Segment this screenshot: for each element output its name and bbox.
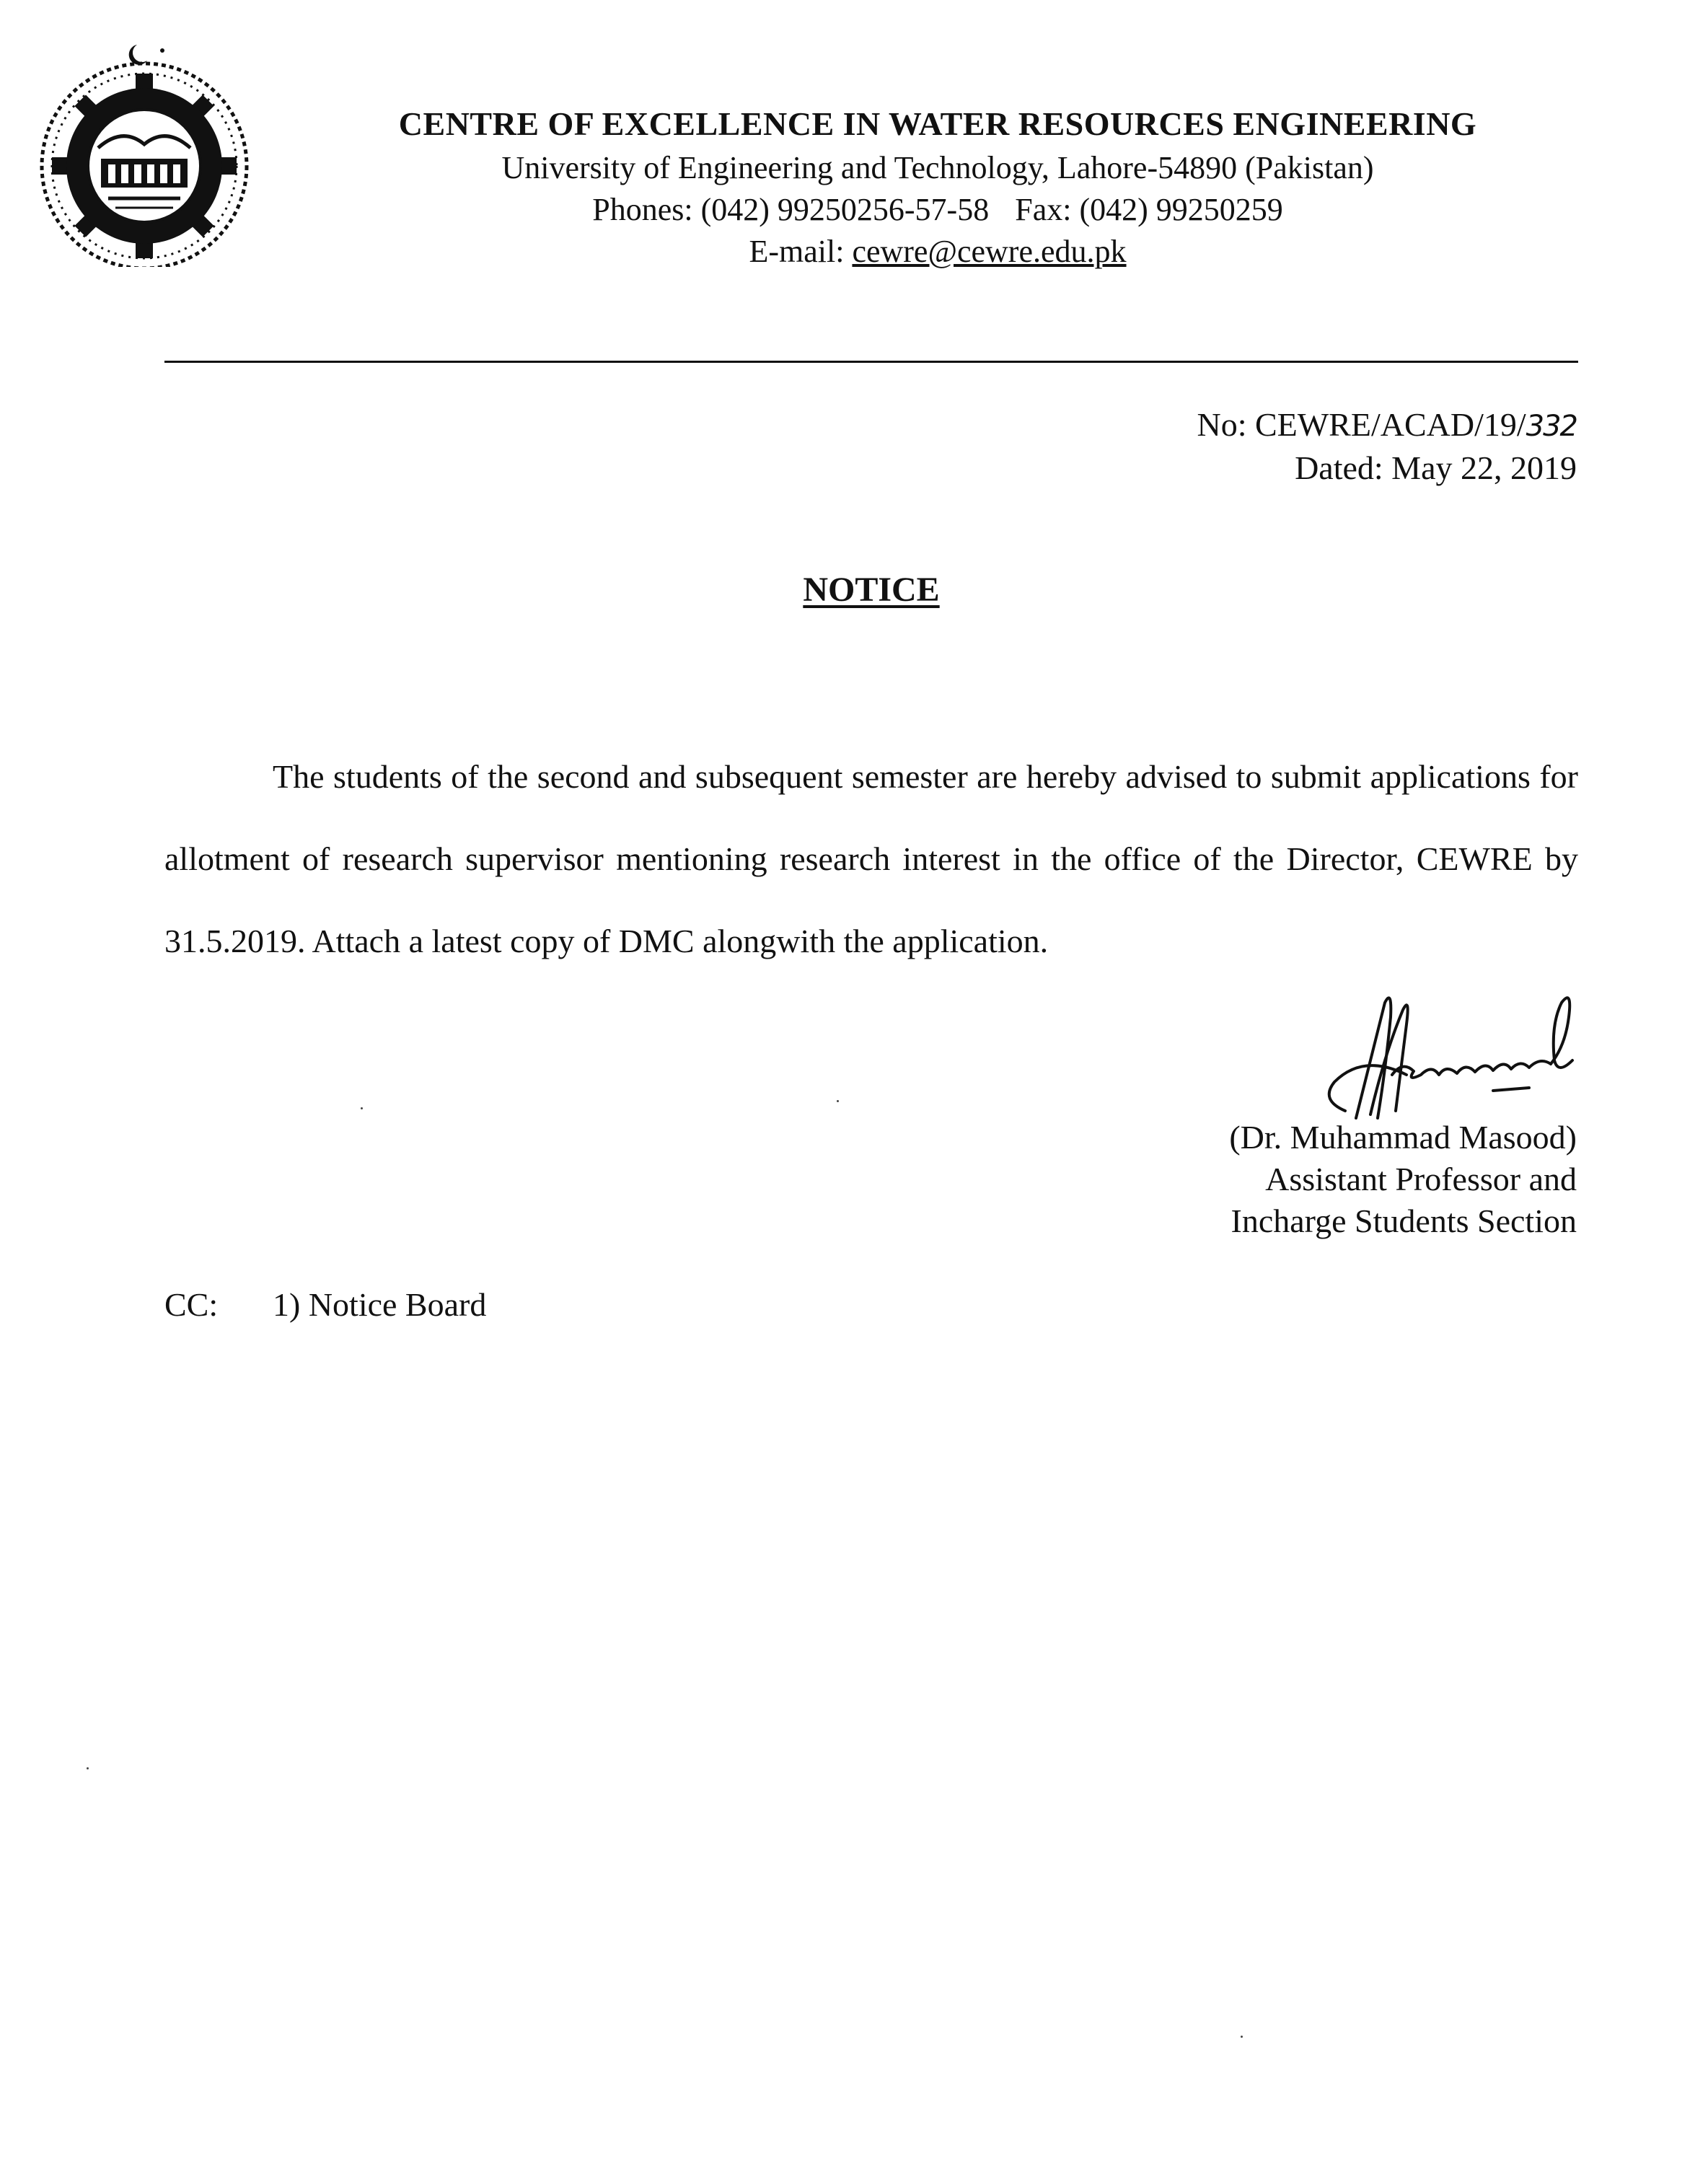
header-divider (164, 361, 1578, 363)
university-gear-emblem-icon (29, 29, 260, 267)
university-address: University of Engineering and Technology, Lahore-54890 (Pakistan) (501, 150, 1374, 185)
scan-speck (1241, 2036, 1243, 2038)
signatory-title-line-2: Incharge Students Section (1231, 1202, 1577, 1239)
scan-speck (87, 1767, 89, 1769)
reference-number-prefix: No: CEWRE/ACAD/19/ (1197, 406, 1526, 443)
reference-number (1197, 404, 1577, 447)
organization-name: CENTRE OF EXCELLENCE IN WATER RESOURCES ENGINEERING (398, 105, 1477, 142)
signatory-name: (Dr. Muhammad Masood) (1229, 1119, 1577, 1156)
signatory-title-line-1: Assistant Professor and (1265, 1161, 1577, 1197)
letterhead (289, 101, 1587, 273)
cc-item-notice-board: 1) Notice Board (273, 1286, 487, 1323)
signatory-block (1229, 1117, 1577, 1242)
email-line (289, 231, 1587, 273)
phone-numbers: Phones: (042) 99250256-57-58 (592, 192, 990, 227)
cc-label: CC: (164, 1286, 219, 1323)
notice-title: NOTICE (803, 571, 940, 609)
signature-icon (1277, 974, 1623, 1125)
cc-block (164, 1284, 486, 1326)
contact-numbers (289, 189, 1587, 231)
notice-date: Dated: May 22, 2019 (1295, 449, 1577, 486)
reference-block (1197, 404, 1577, 489)
reference-number-handwritten: 332 (1526, 410, 1577, 443)
email-link[interactable]: cewre@cewre.edu.pk (852, 234, 1127, 269)
scan-speck (837, 1100, 839, 1102)
fax-number: Fax: (042) 99250259 (1015, 192, 1283, 227)
email-label: E-mail: (749, 234, 853, 269)
notice-body: The students of the second and subsequent semester are hereby advised to submit applications for allotment of research supervisor mentioning research interest in the office of the Director, CEWRE by 31.5.2019. Attach a latest copy of DMC alongwith the application. (164, 758, 1578, 959)
scan-speck (361, 1107, 363, 1109)
